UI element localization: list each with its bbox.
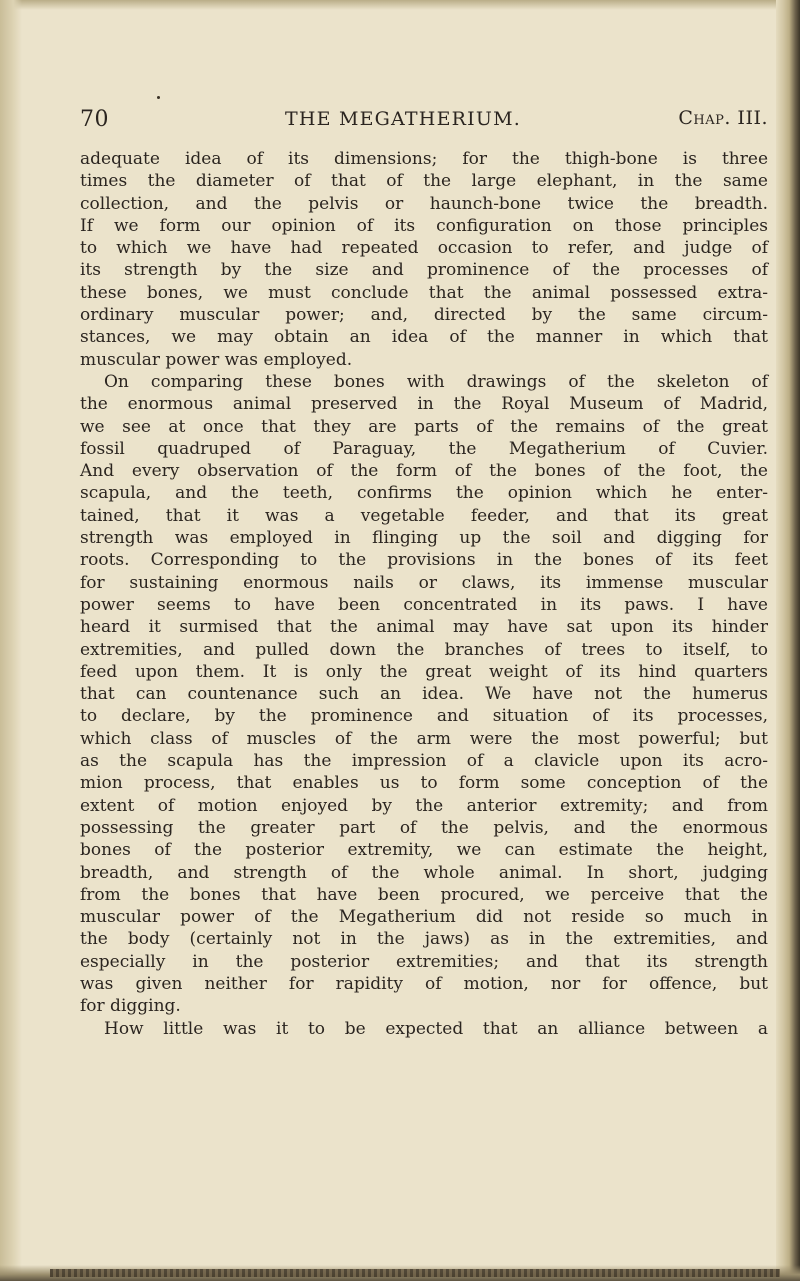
text-line: roots. Corresponding to the provisions in the bones of its feet (80, 550, 768, 571)
text-line: fossil quadruped of Paraguay, the Megatherium of Cuvier. (80, 438, 768, 459)
body-text (80, 148, 768, 1040)
text-line: which class of muscles of the arm were the most powerful; but (80, 728, 768, 749)
text-line: ordinary muscular power; and, directed by the same circum- (80, 305, 768, 326)
page-right-edge (776, 0, 800, 1281)
text-line: strength was employed in flinging up the soil and digging for (80, 528, 768, 549)
text-line: we see at once that they are parts of the remains of the great (80, 416, 768, 437)
text-line: to declare, by the prominence and situation of its processes, (80, 706, 768, 727)
text-line: And every observation of the form of the bones of the foot, the (80, 461, 768, 482)
ink-speck (157, 96, 160, 99)
text-line: from the bones that have been procured, we perceive that the (80, 884, 768, 905)
text-line: How little was it to be expected that an alliance between a (104, 1018, 768, 1039)
page-bottom-band (50, 1269, 780, 1277)
text-line: that can countenance such an idea. We have not the humerus (80, 684, 768, 705)
text-line: these bones, we must conclude that the animal possessed extra- (80, 282, 768, 303)
text-line: power seems to have been concentrated in its paws. I have (80, 594, 768, 615)
text-line: heard it surmised that the animal may have sat upon its hinder (80, 617, 768, 638)
text-line: muscular power of the Megatherium did not reside so much in (80, 907, 768, 928)
text-line: bones of the posterior extremity, we can estimate the height, (80, 840, 768, 861)
text-line: adequate idea of its dimensions; for the thigh-bone is three (80, 149, 768, 169)
chapter-label: Chap. III. (678, 107, 768, 129)
running-head-title: THE MEGATHERIUM. (285, 108, 521, 130)
text-line: collection, and the pelvis or haunch-bone twice the breadth. (80, 193, 768, 214)
text-line: extent of motion enjoyed by the anterior extremity; and from (80, 795, 768, 816)
text-line: On comparing these bones with drawings of the skeleton of (104, 371, 768, 392)
text-line: stances, we may obtain an idea of the manner in which that (80, 327, 768, 348)
page-number: 70 (80, 107, 109, 132)
text-line: breadth, and strength of the whole animal. In short, judging (80, 862, 768, 883)
text-line: scapula, and the teeth, confirms the opinion which he enter- (80, 483, 768, 504)
text-line: for sustaining enormous nails or claws, its immense muscular (80, 572, 768, 593)
text-line: extremities, and pulled down the branches of trees to itself, to (80, 639, 768, 660)
text-line: to which we have had repeated occasion to refer, and judge of (80, 238, 768, 259)
text-line: its strength by the size and prominence of the processes of (80, 260, 768, 281)
text-line: was given neither for rapidity of motion, nor for offence, but (80, 973, 768, 994)
text-line: the body (certainly not in the jaws) as in the extremities, and (80, 929, 768, 950)
page-top-edge (0, 0, 800, 10)
running-header (80, 107, 768, 135)
text-line: feed upon them. It is only the great weight of its hind quarters (80, 661, 768, 682)
text-line: possessing the greater part of the pelvis, and the enormous (80, 817, 768, 838)
text-line: especially in the posterior extremities; and that its strength (80, 951, 768, 972)
text-line: times the diameter of that of the large elephant, in the same (80, 171, 768, 192)
text-line: mion process, that enables us to form some conception of the (80, 773, 768, 794)
page-gutter-shadow (0, 0, 22, 1281)
text-line: for digging. (80, 996, 181, 1017)
text-line: as the scapula has the impression of a clavicle upon its acro- (80, 751, 768, 772)
text-line: the enormous animal preserved in the Royal Museum of Madrid, (80, 394, 768, 415)
text-line: muscular power was employed. (80, 349, 353, 370)
text-line: If we form our opinion of its configuration on those principles (80, 215, 768, 236)
text-line: tained, that it was a vegetable feeder, and that its great (80, 505, 768, 526)
